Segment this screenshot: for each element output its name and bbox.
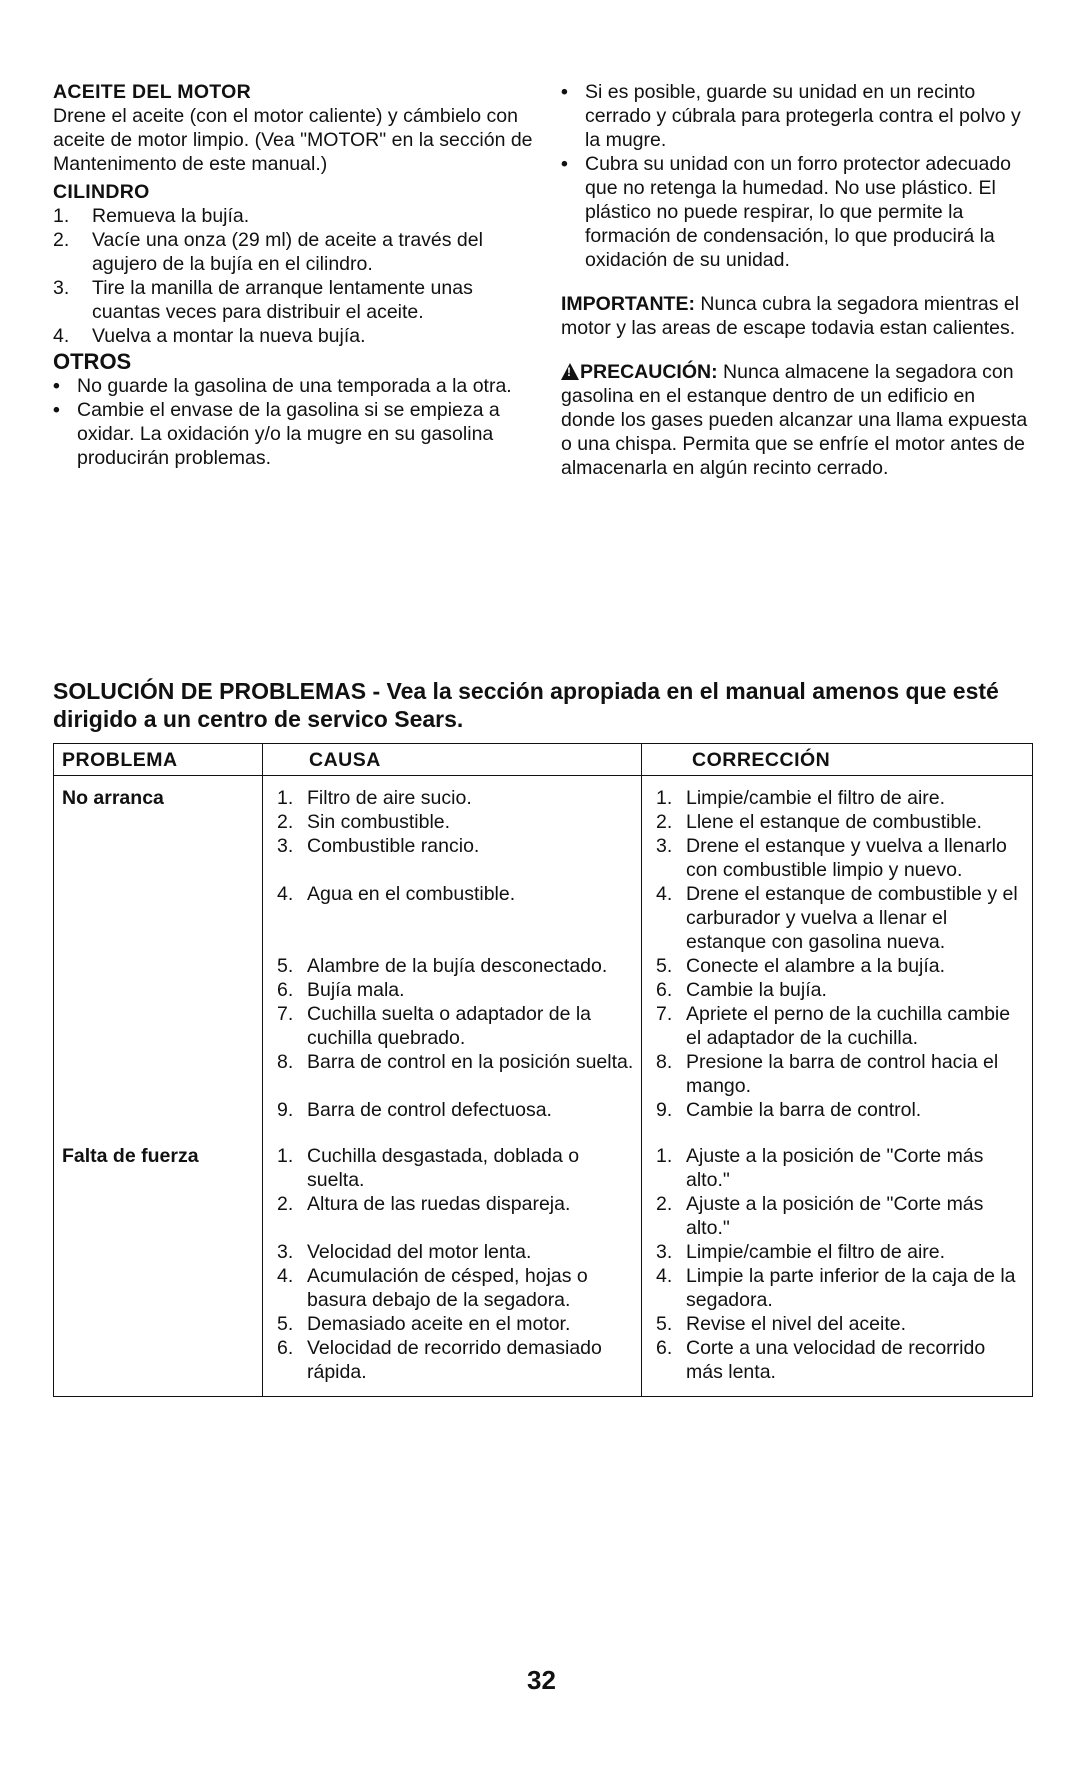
list-item: 3. Tire la manilla de arranque lentamente unas cuantas veces para distribuir el aceite. [53,277,473,323]
cause-cell [263,1134,642,1397]
list-item: • Cambie el envase de la gasolina si se empieza a oxidar. La oxidación y/o la mugre en su gasolina producirán problemas. [53,399,500,469]
cause-item: 7. Cuchilla suelta o adaptador de la cuchilla quebrado. [277,1003,592,1049]
cause-item: 3. Combustible rancio. [277,835,480,857]
correction-item: 3. Drene el estanque y vuelva a llenarlo con combustible limpio y nuevo. [656,835,1007,881]
correction-item: 6. Corte a una velocidad de recorrido más lenta. [656,1337,986,1383]
correction-cell [642,776,1033,1135]
cause-item: 5. Alambre de la bujía desconectado. [277,955,608,977]
cilindro-heading: CILINDRO [53,181,150,203]
correction-item: 5. Conecte el alambre a la bujía. [656,955,946,977]
precaucion-note: !PRECAUCIÓN: Nunca almacene la segadora con gasolina en el estanque dentro de un edificio en donde los gases pueden alcanzar una llama expuesta o una chispa. Permita que se enfríe el motor antes de almacenarla en algún recinto cerrado. [561,360,1031,480]
precaucion-label: PRECAUCIÓN: [580,361,718,383]
cause-cell [263,776,642,1135]
correction-item: 5. Revise el nivel del aceite. [656,1313,907,1335]
list-item: • Cubra su unidad con un forro protector adecuado que no retenga la humedad. No use plástico. El plástico no puede respirar, lo que permite la formación de condensación, lo que producirá la oxidación de su unidad. [561,153,1012,271]
correction-cell [642,1134,1033,1397]
aceite-text: Drene el aceite (con el motor caliente) y cámbielo con aceite de motor limpio. (Vea "MOTOR" en la sección de Mantenimento de este manual.) [53,105,533,175]
correction-item: 1. Ajuste a la posición de "Corte más alto." [656,1145,984,1191]
cilindro-list [53,204,533,348]
troubleshooting-title: SOLUCIÓN DE PROBLEMAS - Vea la sección apropiada en el manual amenos que esté dirigido a un centro de servico Sears. [53,678,999,732]
cause-item: 6. Velocidad de recorrido demasiado rápida. [277,1337,602,1383]
correction-item: 2. Ajuste a la posición de "Corte más alto." [656,1193,984,1239]
cause-item: 1. Cuchilla desgastada, doblada o suelta. [277,1145,580,1191]
list-item: • No guarde la gasolina de una temporada a la otra. [53,375,512,397]
list-item: • Si es posible, guarde su unidad en un recinto cerrado y cúbrala para protegerla contra el polvo y la mugre. [561,81,1021,151]
warning-icon [561,363,579,380]
list-item: 4. Vuelva a montar la nueva bujía. [53,325,366,347]
aceite-heading: ACEITE DEL MOTOR [53,81,252,103]
otros-heading: OTROS [53,349,132,374]
table-row [54,776,1033,1135]
page-number: 32 [527,1665,556,1695]
correction-item: 4. Limpie la parte inferior de la caja de la segadora. [656,1265,1016,1311]
storage-list [561,80,1031,272]
cause-item: 3. Velocidad del motor lenta. [277,1241,532,1263]
cause-item: 5. Demasiado aceite en el motor. [277,1313,571,1335]
correction-item: 7. Apriete el perno de la cuchilla cambie el adaptador de la cuchilla. [656,1003,1011,1049]
correction-item: 1. Limpie/cambie el filtro de aire. [656,787,946,809]
bullet-icon: • [561,81,568,103]
correction-item: 3. Limpie/cambie el filtro de aire. [656,1241,946,1263]
list-item: 2. Vacíe una onza (29 ml) de aceite a través del agujero de la bujía en el cilindro. [53,229,483,275]
cause-item: 1. Filtro de aire sucio. [277,787,472,809]
table-header-row [54,744,1033,776]
list-item: 1. Remueva la bujía. [53,205,250,227]
problem-cell: Falta de fuerza [54,1134,263,1397]
importante-note: IMPORTANTE: Nunca cubra la segadora mientras el motor y las areas de escape todavia estan calientes. [561,293,1020,339]
otros-list [53,374,533,470]
header-causa: CAUSA [263,744,642,776]
header-problema: PROBLEMA [54,744,263,776]
correction-item: 4. Drene el estanque de combustible y el carburador y vuelva a llenar el estanque con gasolina nueva. [656,883,1018,953]
cause-item: 8. Barra de control en la posición suelta. [277,1051,634,1073]
cause-item: 4. Acumulación de césped, hojas o basura debajo de la segadora. [277,1265,588,1311]
table-row [54,1134,1033,1397]
bullet-icon: • [53,375,60,397]
bullet-icon: • [53,399,60,421]
cause-item: 9. Barra de control defectuosa. [277,1099,552,1121]
correction-item: 6. Cambie la bujía. [656,979,827,1001]
problem-cell: No arranca [54,776,263,1135]
bullet-icon: • [561,153,568,175]
header-correccion: CORRECCIÓN [642,744,1033,776]
cause-item: 2. Sin combustible. [277,811,451,833]
importante-label: IMPORTANTE: [561,293,695,315]
left-column [53,80,533,470]
cause-item: 2. Altura de las ruedas dispareja. [277,1193,571,1215]
troubleshooting-table [53,743,1033,1397]
correction-item: 9. Cambie la barra de control. [656,1099,922,1121]
cause-item: 6. Bujía mala. [277,979,405,1001]
correction-item: 2. Llene el estanque de combustible. [656,811,982,833]
cause-item: 4. Agua en el combustible. [277,883,516,905]
correction-item: 8. Presione la barra de control hacia el mango. [656,1051,999,1097]
right-column [561,80,1031,480]
